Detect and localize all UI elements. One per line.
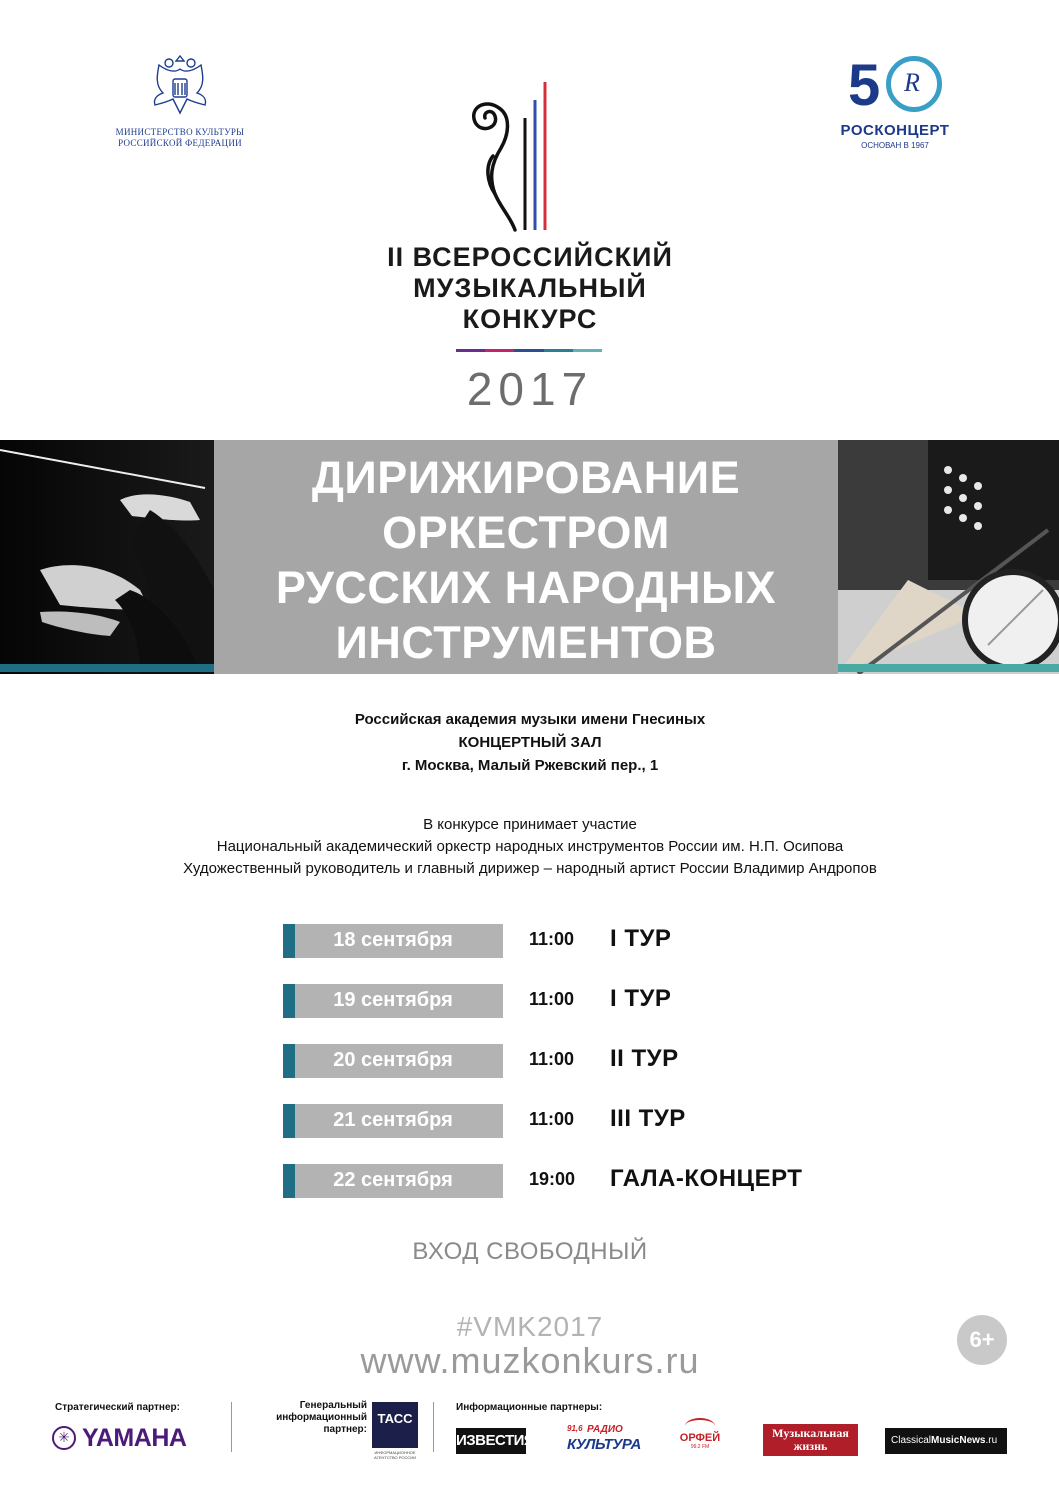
radio-kultura-logo xyxy=(565,1424,649,1456)
schedule-date: 19 сентября xyxy=(333,989,453,1011)
classical-music-news-logo xyxy=(885,1428,1007,1454)
schedule-row xyxy=(283,984,843,1018)
schedule-time: 19:00 xyxy=(529,1169,576,1189)
venue-hall: КОНЦЕРТНЫЙ ЗАЛ xyxy=(458,734,602,751)
venue-address: г. Москва, Малый Ржевский пер., 1 xyxy=(401,757,659,774)
date-bar-accent xyxy=(283,984,295,1018)
orfei-frequency: 99.2 FM xyxy=(690,1444,710,1450)
age-rating-badge: 6+ xyxy=(957,1315,1007,1365)
anniversary-digit: 5 xyxy=(848,53,881,118)
rosconcert-logo xyxy=(830,50,960,150)
schedule-time: 11:00 xyxy=(529,1049,575,1069)
contest-title-line3: КОНКУРС xyxy=(462,304,598,334)
radio-kultura-radio: РАДИО xyxy=(587,1424,623,1435)
conductor-hands-photo xyxy=(0,440,214,674)
venue-info xyxy=(200,708,860,777)
date-bar xyxy=(283,1164,503,1198)
tuning-forks-icon: ✳ xyxy=(52,1426,76,1450)
date-bar xyxy=(283,924,503,958)
hashtag: #VMK2017 xyxy=(456,1311,604,1342)
orfei-logo xyxy=(675,1416,725,1456)
partner-divider xyxy=(433,1402,434,1452)
contest-title xyxy=(280,242,780,335)
schedule-time: 11:00 xyxy=(529,989,575,1009)
banner-accent-right xyxy=(838,664,1059,672)
schedule-event: II ТУР xyxy=(610,1045,679,1072)
rosconcert-name: РОСКОНЦЕРТ xyxy=(840,122,950,139)
venue-academy: Российская академия музыки имени Гнесиных xyxy=(354,711,706,728)
schedule-time: 11:00 xyxy=(529,1109,575,1129)
r-monogram-icon: R xyxy=(904,68,920,97)
participants-director: Художественный руководитель и главный дирижер – народный артист России Владимир Андропов xyxy=(183,860,877,877)
double-headed-eagle-icon xyxy=(145,55,215,123)
schedule-row xyxy=(283,924,843,958)
general-partner-label-line1: Генеральный xyxy=(299,1400,367,1411)
date-bar xyxy=(283,1104,503,1138)
contest-year: 2017 xyxy=(466,363,594,415)
yamaha-wordmark: YAMAHA xyxy=(82,1424,187,1452)
muzykalnaya-zhizn-line2: жизнь xyxy=(793,1439,828,1453)
date-bar-accent xyxy=(283,1104,295,1138)
contest-title-line2: МУЗЫКАЛЬНЫЙ xyxy=(413,273,647,303)
schedule-date: 18 сентября xyxy=(333,929,453,951)
cmn-domain: .ru xyxy=(985,1435,998,1446)
schedule-date: 21 сентября xyxy=(333,1109,453,1131)
date-bar-accent xyxy=(283,1044,295,1078)
category-title-line4: ИНСТРУМЕНТОВ xyxy=(335,617,717,668)
muzykalnaya-zhizn-line1: Музыкальная xyxy=(772,1426,849,1440)
cmn-classical: Classical xyxy=(891,1435,932,1446)
title-color-rule xyxy=(456,349,602,352)
schedule-date: 20 сентября xyxy=(333,1049,453,1071)
rule-segment xyxy=(573,349,602,352)
muzykalnaya-zhizn-logo xyxy=(763,1424,858,1456)
general-partner-label-line3: партнер: xyxy=(323,1424,367,1435)
radio-kultura-name: КУЛЬТУРА xyxy=(567,1436,641,1453)
general-partner-label xyxy=(245,1400,367,1436)
schedule-event: I ТУР xyxy=(610,925,672,952)
schedule-row xyxy=(283,1044,843,1078)
category-banner xyxy=(0,440,1059,674)
schedule-date: 22 сентября xyxy=(333,1169,453,1191)
website-link[interactable]: www.muzkonkurs.ru xyxy=(360,1340,700,1381)
category-title-line2: ОРКЕСТРОМ xyxy=(382,507,670,558)
category-title-line1: ДИРИЖИРОВАНИЕ xyxy=(311,452,741,503)
rule-segment xyxy=(514,349,543,352)
contest-title-line1: II ВСЕРОССИЙСКИЙ xyxy=(387,242,673,272)
date-bar-accent xyxy=(283,1164,295,1198)
tass-subtitle: ИНФОРМАЦИОННОЕ АГЕНТСТВО РОССИИ xyxy=(373,1450,416,1460)
date-bar-accent xyxy=(283,924,295,958)
orfei-arc-icon xyxy=(685,1418,715,1434)
schedule-time: 11:00 xyxy=(529,929,575,949)
participants-info xyxy=(100,814,960,880)
izvestia-logo: ИЗВЕСТИЯ xyxy=(456,1428,526,1454)
strategic-partner-label: Стратегический партнер: xyxy=(55,1402,180,1413)
general-partner-label-line2: информационный xyxy=(276,1412,367,1423)
cmn-musicnews: MusicNews xyxy=(931,1435,986,1446)
schedule-event: III ТУР xyxy=(610,1105,686,1132)
info-partners-label: Информационные партнеры: xyxy=(456,1402,603,1413)
anniversary-50-mark xyxy=(830,50,960,122)
partner-divider xyxy=(231,1402,232,1452)
schedule-row xyxy=(283,1104,843,1138)
banner-accent-left xyxy=(0,664,214,672)
schedule-row xyxy=(283,1164,843,1198)
ministry-of-culture-logo xyxy=(110,55,250,149)
rule-segment xyxy=(456,349,485,352)
rosconcert-founded: ОСНОВАН В 1967 xyxy=(861,141,929,150)
schedule-event: ГАЛА-КОНЦЕРТ xyxy=(610,1165,803,1192)
category-title-line3: РУССКИХ НАРОДНЫХ xyxy=(275,562,777,613)
folk-instruments-photo xyxy=(838,440,1059,674)
tass-logo: ТАСС xyxy=(372,1402,418,1448)
participants-orchestra: Национальный академический оркестр народных инструментов России им. Н.П. Осипова xyxy=(216,838,844,855)
schedule-event: I ТУР xyxy=(610,985,672,1012)
date-bar xyxy=(283,984,503,1018)
orfei-name: ОРФЕЙ xyxy=(679,1432,721,1444)
rule-segment xyxy=(544,349,573,352)
ministry-name-line1: МИНИСТЕРСТВО КУЛЬТУРЫ xyxy=(115,127,245,137)
contest-violin-logo-icon xyxy=(455,78,605,238)
category-title xyxy=(214,440,838,674)
radio-kultura-frequency: 91,6 xyxy=(567,1424,583,1433)
free-entry-note: ВХОД СВОБОДНЫЙ xyxy=(412,1238,648,1265)
participants-intro: В конкурсе принимает участие xyxy=(423,816,637,833)
rule-segment xyxy=(485,349,514,352)
yamaha-logo xyxy=(52,1424,192,1454)
date-bar xyxy=(283,1044,503,1078)
ministry-name-line2: РОССИЙСКОЙ ФЕДЕРАЦИИ xyxy=(118,138,242,148)
